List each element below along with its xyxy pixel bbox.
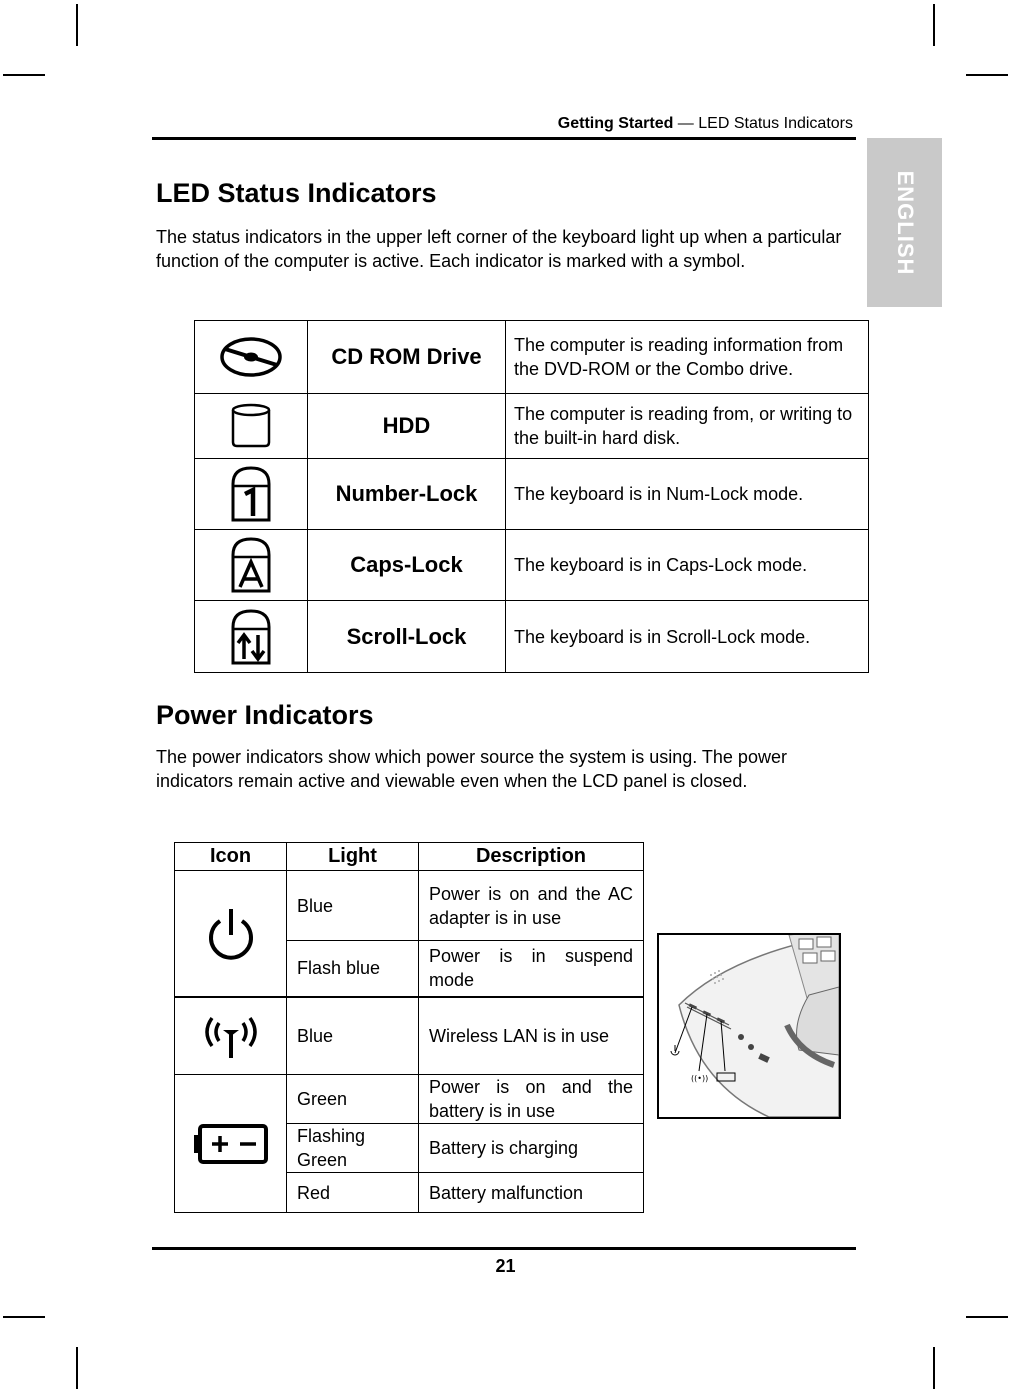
- hdd-icon: [195, 402, 307, 450]
- crop-mark: [3, 1316, 45, 1318]
- light-cell: Flashing Green: [287, 1124, 419, 1173]
- icon-cell: [195, 321, 308, 394]
- table-row: [175, 871, 644, 941]
- light-cell: Blue: [287, 997, 419, 1075]
- crop-mark: [76, 1347, 78, 1389]
- light-cell: Blue: [287, 871, 419, 941]
- num-lock-icon: [195, 464, 307, 524]
- icon-cell: [175, 1075, 287, 1213]
- scroll-lock-icon: [195, 607, 307, 667]
- table-row: [195, 459, 869, 530]
- icon-cell: [195, 394, 308, 459]
- table-row: [195, 601, 869, 673]
- led-intro: The status indicators in the upper left corner of the keyboard light up when a particular function of the computer is active. Each indicator is marked with a symbol.: [156, 227, 842, 271]
- light-cell: Green: [287, 1075, 419, 1124]
- cd-rom-icon: [195, 335, 307, 379]
- power-section-title: Power Indicators: [156, 700, 374, 730]
- footer-rule: [152, 1247, 856, 1250]
- description-cell: Power is in suspend mode: [419, 941, 644, 997]
- crop-mark: [966, 74, 1008, 76]
- led-name: Scroll-Lock: [308, 601, 506, 673]
- light-cell: Red: [287, 1173, 419, 1213]
- icon-cell: [195, 459, 308, 530]
- language-tab: [867, 138, 942, 307]
- wireless-lan-icon: [175, 1010, 286, 1062]
- battery-icon: [175, 1122, 286, 1166]
- led-name: Caps-Lock: [308, 530, 506, 601]
- icon-cell: [195, 601, 308, 673]
- description-cell: Battery malfunction: [419, 1173, 644, 1213]
- description-cell: Power is on and the AC adapter is in use: [419, 871, 644, 941]
- column-header-light: Light: [287, 843, 419, 871]
- led-description: The keyboard is in Caps-Lock mode.: [506, 530, 869, 601]
- header-rule: [152, 137, 856, 140]
- caps-lock-icon: [195, 535, 307, 595]
- table-row: [195, 321, 869, 394]
- description-cell: Battery is charging: [419, 1124, 644, 1173]
- table-row: [175, 1075, 644, 1124]
- header-topic: LED Status Indicators: [698, 115, 853, 132]
- crop-mark: [933, 1347, 935, 1389]
- icon-cell: [175, 871, 287, 997]
- led-section-title: LED Status Indicators: [156, 178, 437, 208]
- light-cell: Flash blue: [287, 941, 419, 997]
- header-separator: —: [673, 115, 699, 132]
- led-name: CD ROM Drive: [308, 321, 506, 394]
- led-description: The computer is reading information from the DVD-ROM or the Combo drive.: [506, 321, 869, 394]
- led-table: [194, 320, 869, 673]
- crop-mark: [933, 4, 935, 46]
- icon-cell: [175, 997, 287, 1075]
- description-cell: Wireless LAN is in use: [419, 997, 644, 1075]
- led-name: Number-Lock: [308, 459, 506, 530]
- power-icon: [175, 903, 286, 963]
- laptop-indicator-illustration: [657, 933, 841, 1119]
- column-header-description: Description: [419, 843, 644, 871]
- header-section: Getting Started: [557, 115, 674, 132]
- led-description: The computer is reading from, or writing to the built-in hard disk.: [506, 394, 869, 459]
- table-row: [175, 997, 644, 1075]
- table-header-row: [175, 843, 644, 871]
- power-table: [174, 842, 644, 1213]
- svg-text:((•)): ((•)): [691, 1074, 709, 1083]
- led-description: The keyboard is in Num-Lock mode.: [506, 459, 869, 530]
- crop-mark: [76, 4, 78, 46]
- led-name: HDD: [308, 394, 506, 459]
- crop-mark: [3, 74, 45, 76]
- power-intro: The power indicators show which power source the system is using. The power indicators remain active and viewable even when the LCD panel is closed.: [156, 747, 787, 791]
- page-number: 21: [495, 1256, 516, 1276]
- language-tab-label: ENGLISH: [892, 170, 918, 275]
- column-header-icon: Icon: [175, 843, 287, 871]
- crop-mark: [966, 1316, 1008, 1318]
- table-row: [195, 394, 869, 459]
- description-cell: Power is on and the battery is in use: [419, 1075, 644, 1124]
- led-description: The keyboard is in Scroll-Lock mode.: [506, 601, 869, 673]
- icon-cell: [195, 530, 308, 601]
- running-header: [558, 115, 853, 133]
- table-row: [195, 530, 869, 601]
